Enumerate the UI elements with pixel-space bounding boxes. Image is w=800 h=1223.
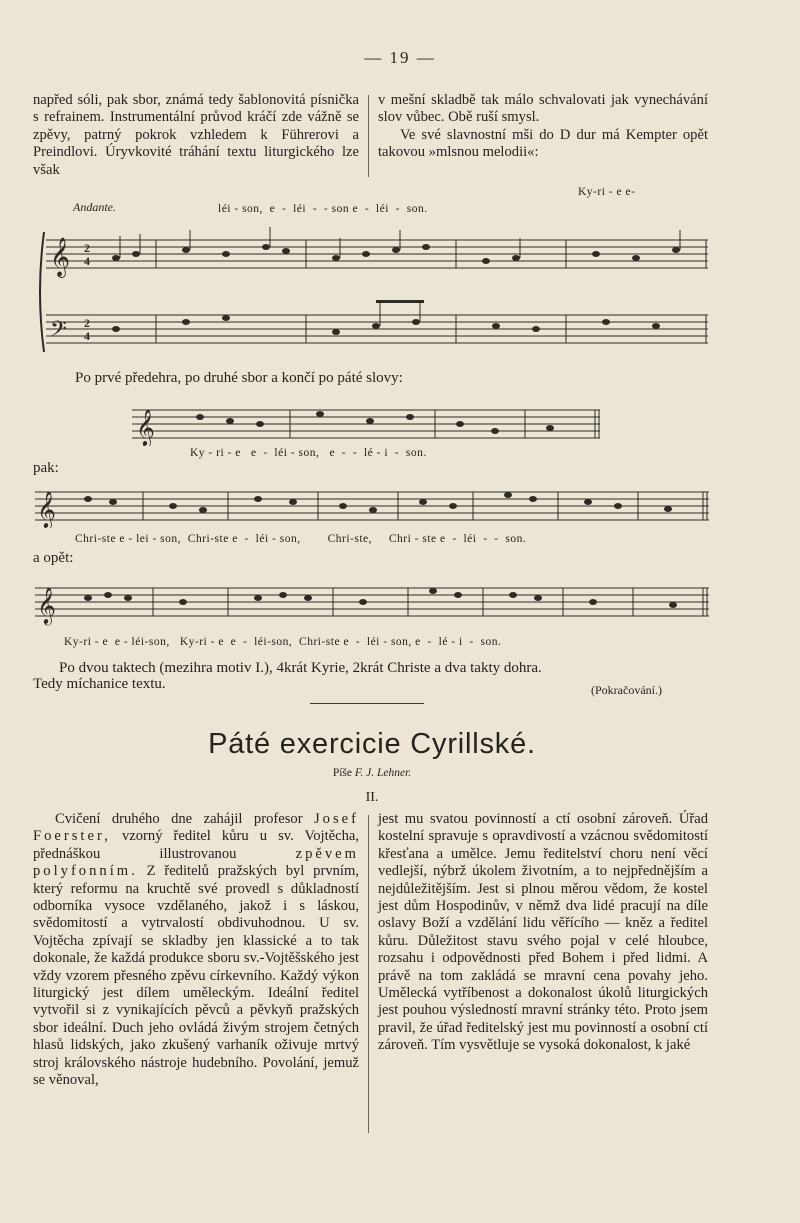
body-left-paragraph bbox=[33, 811, 359, 1090]
score4-staff bbox=[33, 572, 711, 632]
body-left-column bbox=[33, 811, 359, 1090]
byline-prefix: Píše bbox=[332, 767, 352, 779]
top-right-text-1: v mešní skladbě tak málo schvalovati jak vynechávání slov vůbec. Obě ruší smysl. bbox=[378, 92, 708, 126]
section-number: II. bbox=[365, 790, 379, 805]
svg-text:𝄢: 𝄢 bbox=[50, 317, 67, 347]
svg-text:𝄞: 𝄞 bbox=[136, 408, 155, 446]
caption-1: Po prvé předehra, po druhé sbor a končí po páté slovy: bbox=[75, 370, 403, 386]
svg-text:4: 4 bbox=[84, 329, 90, 343]
person-name: Josef Foerster, bbox=[33, 811, 359, 845]
score1-lyric: léi - son, e - léi - - son e - léi - son. bbox=[218, 203, 428, 215]
top-left-text: napřed sóli, pak sbor, známá tedy šablonovitá písnička s refrainem. Instrumentální průvod kráčí zde vážně se zpěvy, patrný pokrok vzhledem k Führerovi a Preindlovi. Úryvkovité tráhání textu liturgického lze však bbox=[33, 92, 359, 178]
score1-treble-staff bbox=[46, 240, 708, 268]
svg-text:2: 2 bbox=[84, 316, 90, 330]
byline bbox=[0, 767, 744, 779]
after-score-line1: Po dvou taktech (mezihra motiv I.), 4krát Kyrie, 2krát Christe a dva takty dohra. bbox=[59, 660, 542, 676]
top-left-paragraph bbox=[33, 92, 359, 179]
after-score-line2: Tedy míchanice textu. bbox=[33, 676, 166, 692]
body-left-text-1: Cvičení druhého dne zahájil profesor bbox=[55, 811, 303, 827]
page-number: — 19 — bbox=[364, 48, 436, 67]
svg-text:2: 2 bbox=[84, 241, 90, 255]
column-divider-top bbox=[368, 95, 369, 177]
score1-brace bbox=[40, 232, 44, 352]
top-right-paragraph bbox=[378, 92, 708, 162]
score1-bass-staff bbox=[46, 315, 708, 343]
column-divider-body bbox=[368, 815, 369, 1133]
score3-staff bbox=[33, 478, 711, 528]
section-divider bbox=[310, 703, 424, 704]
body-right-text: jest mu svatou povinností a ctí osobní zároveň. Úřad kostelní spravuje s opravdivostí a vzácnou svědomitostí křesťana a umělce. Jemu ředitelství choru není věcí vedlejší, nýbrž úkolem životním, a to nejpřednějším a nejdůležitějším. Jest si plnou měrou vědom, že kostel jest dům Hospodinův, v němž dva lidé pracují na díle oslavy Boží a vzdělání lidu věřícího — kněz a ředitel kůru. Důležitost stavu svého pojal v celé hloubce, rozsahu i odpovědnosti před Bohem i před lidmi. A právě na tom zakládá se mravní cena povahy jeho. Umělecká vytříbenost a dokonalost úkolů liturgických jest pouhou výsledností mravní stránky této. Proto jsem pravil, že úřad ředitelský jest mu povinností a osobní ctí zároveň. Tím vysvětluje se vysoká dokonalost, k jaké bbox=[378, 811, 708, 1054]
svg-text:4: 4 bbox=[84, 254, 90, 268]
score1-lyric-top: Ky-ri - e e- bbox=[578, 186, 636, 198]
body-right-column bbox=[378, 811, 708, 1055]
continued-note: (Pokračování.) bbox=[591, 683, 662, 697]
author-name: F. J. Lehner. bbox=[354, 767, 412, 779]
body-left-text-2: vzorný ředitel kůru u sv. Vojtěcha, přednáškou illustrovanou bbox=[33, 828, 359, 862]
score1-grand-staff bbox=[36, 222, 712, 367]
body-left-text-3: Z ředitelů pražských byl prvním, který reformu na kruchtě své provedl s důkladností odborníka vysoce vzdělaného, jakož i s láskou, svědomitostí a vytrvalostí obdivuhodnou. U sv. Vojtěcha zpívají se skladby jen klassické a to tak dokonale, že každá produkce sboru sv.-Vojtěšského jest vždy vzorem přesného zpěvu církevního. Každý výkon liturgický jest dílem uměleckým. Ideální ředitel vytvořil si z vynikajících pěvců a pěvkyň pražských sbor ideální. Duch jeho ovládá živým strojem četných hlasů lidských, jako zkušený varhaník oživuje mrtvý stroj královského nástroje hudebního. Povolání, jemuž se věnoval, bbox=[33, 863, 359, 1089]
svg-text:𝄞: 𝄞 bbox=[50, 237, 71, 277]
label-a-opet: a opět: bbox=[33, 550, 74, 566]
label-pak: pak: bbox=[33, 460, 59, 476]
score2-lyric: Ky - ri - e e - léi - son, e - - lé - i - son. bbox=[190, 447, 427, 459]
article-title: Páté exercicie Cyrillské. bbox=[208, 728, 536, 760]
score4-lyric: Ky-ri - e e - léi-son, Ky-ri - e e - léi-son, Chri-ste e - léi - son, e - lé - i - son. bbox=[64, 636, 502, 648]
score2-staff bbox=[130, 400, 602, 446]
svg-text:𝄞: 𝄞 bbox=[37, 586, 56, 624]
spaced-phrase: zpěvem polyfonním. bbox=[33, 845, 359, 880]
top-right-text-2: Ve své slavnostní mši do D dur má Kempter opět takovou »mlsnou melodii«: bbox=[378, 126, 708, 161]
svg-text:𝄞: 𝄞 bbox=[37, 490, 56, 528]
score3-lyric: Chri-ste e - lei - son, Chri-ste e - léi - son, Chri-ste, Chri - ste e - léi - - son. bbox=[75, 533, 527, 545]
tempo-marking: Andante. bbox=[73, 200, 116, 214]
